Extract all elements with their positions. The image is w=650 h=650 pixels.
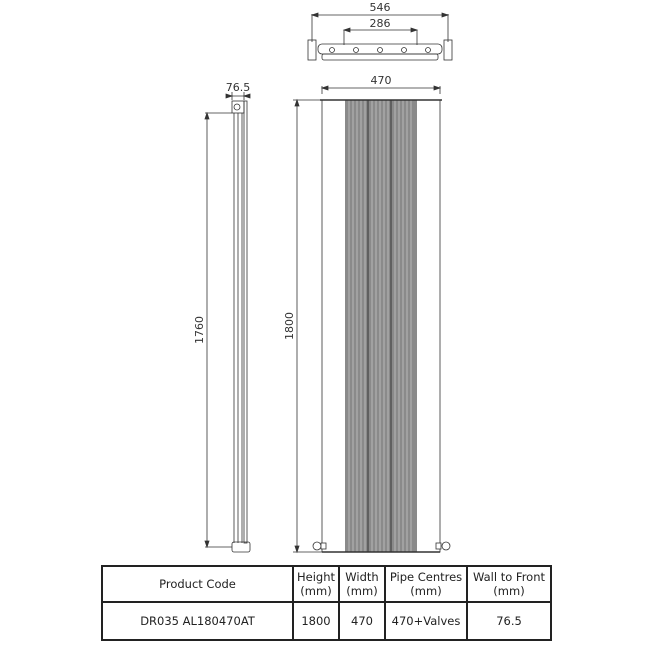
- header-unit: (mm): [346, 584, 378, 598]
- header-pipe-centres: [385, 566, 467, 602]
- header-unit: (mm): [410, 584, 442, 598]
- header-unit: (mm): [493, 584, 525, 598]
- cell-product-code: DR035 AL180470AT: [102, 602, 293, 640]
- header-height: [293, 566, 339, 602]
- header-unit: (mm): [300, 584, 332, 598]
- header-width: [339, 566, 385, 602]
- header-wall-to-front: [467, 566, 551, 602]
- spec-table: [101, 565, 552, 641]
- cell-height: 1800: [293, 602, 339, 640]
- top-centres-label: 286: [369, 17, 391, 30]
- cell-wall-to-front: 76.5: [467, 602, 551, 640]
- header-label: Product Code: [159, 577, 236, 591]
- side-view: [205, 92, 250, 552]
- table-row: [102, 602, 551, 640]
- table-header-row: [102, 566, 551, 602]
- front-view: [293, 86, 450, 552]
- header-label: Width: [345, 570, 379, 584]
- header-label: Pipe Centres: [389, 570, 463, 584]
- cell-pipe-centres: 470+Valves: [385, 602, 467, 640]
- header-label: Wall to Front: [472, 570, 545, 584]
- cell-width: 470: [339, 602, 385, 640]
- front-width-label: 470: [370, 74, 392, 87]
- header-product-code: [102, 566, 293, 602]
- top-width-label: 546: [369, 1, 391, 14]
- side-depth-label: 76.5: [225, 81, 251, 94]
- side-height-label: 1760: [193, 316, 206, 344]
- front-height-label: 1800: [283, 312, 296, 340]
- header-label: Height: [296, 570, 335, 584]
